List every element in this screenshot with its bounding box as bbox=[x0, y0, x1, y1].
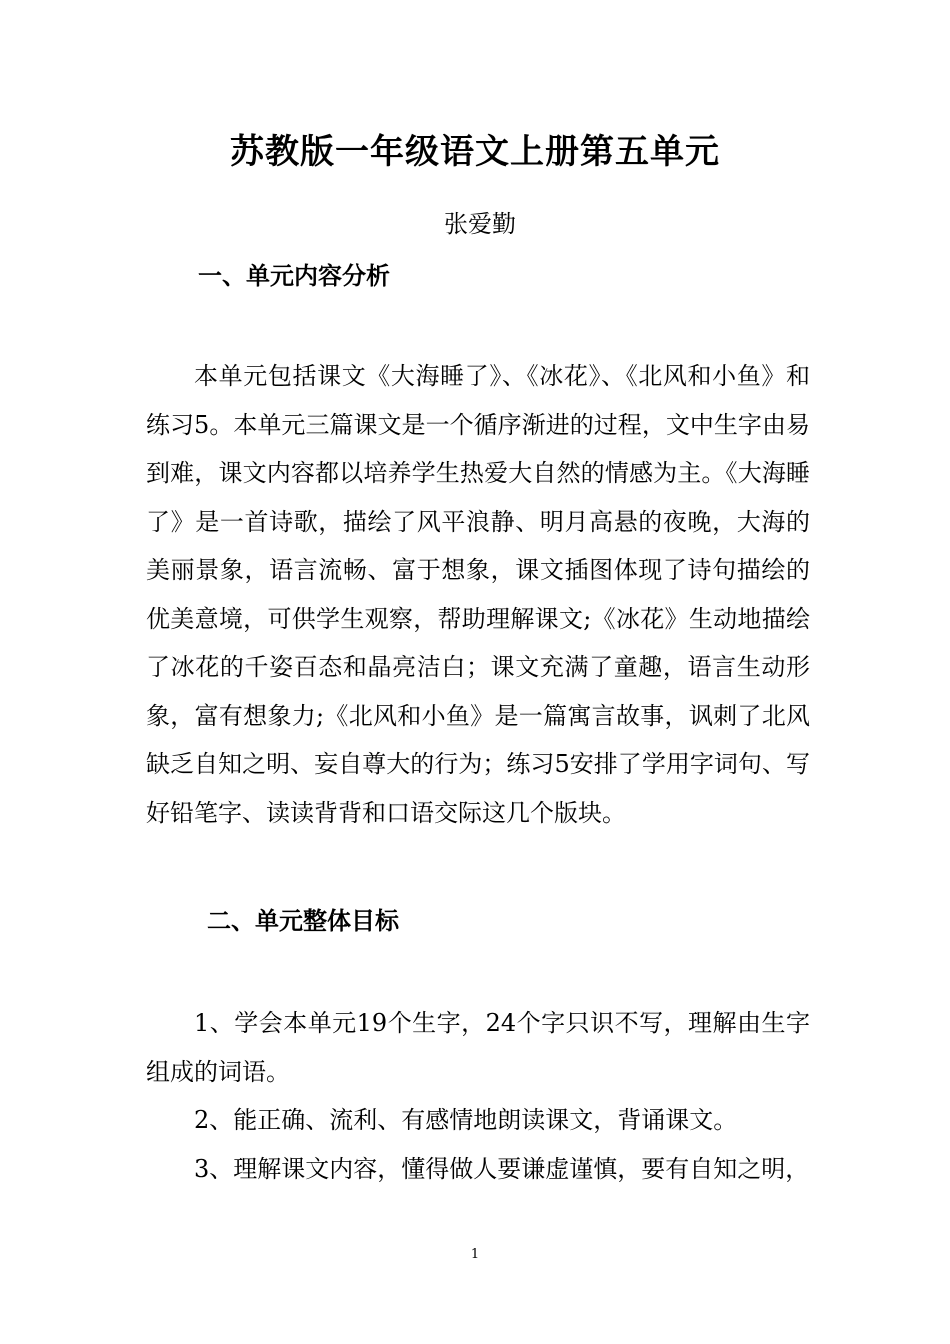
goal-item: 2、能正确、流利、有感情地朗读课文，背诵课文。 bbox=[194, 1106, 738, 1134]
document-title: 苏教版一年级语文上册第五单元 bbox=[230, 132, 720, 172]
goal-item: 3、理解课文内容，懂得做人要谦虚谨慎，要有自知之明， bbox=[194, 1154, 810, 1183]
page-number: 1 bbox=[470, 1247, 480, 1262]
goals-list bbox=[146, 999, 810, 1193]
document-author: 张爱勤 bbox=[444, 210, 516, 238]
section-heading-content-analysis: 一、单元内容分析 bbox=[198, 262, 390, 290]
goal-item: 1、学会本单元19个生字，24个字只识不写，理解由生字组成的词语。 bbox=[146, 1009, 810, 1086]
paragraph-content-analysis: 本单元包括课文《大海睡了》、《冰花》、《北风和小鱼》和练习5。本单元三篇课文是一个循序渐进的过程，文中生字由易到难，课文内容都以培养学生热爱大自然的情感为主。《大海睡了》是一首诗歌，描绘了风平浪静、明月高悬的夜晚，大海的美丽景象，语言流畅、富于想象，课文插图体现了诗句描绘的优美意境，可供学生观察，帮助理解课文;《冰花》生动地描绘了冰花的千姿百态和晶亮洁白；课文充满了童趣，语言生动形象，富有想象力;《北风和小鱼》是一篇寓言故事，讽刺了北风缺乏自知之明、妄自尊大的行为；练习5安排了学用字词句、写好铅笔字、读读背背和口语交际这几个版块。 bbox=[146, 362, 810, 827]
section-heading-unit-goals: 二、单元整体目标 bbox=[207, 907, 399, 935]
